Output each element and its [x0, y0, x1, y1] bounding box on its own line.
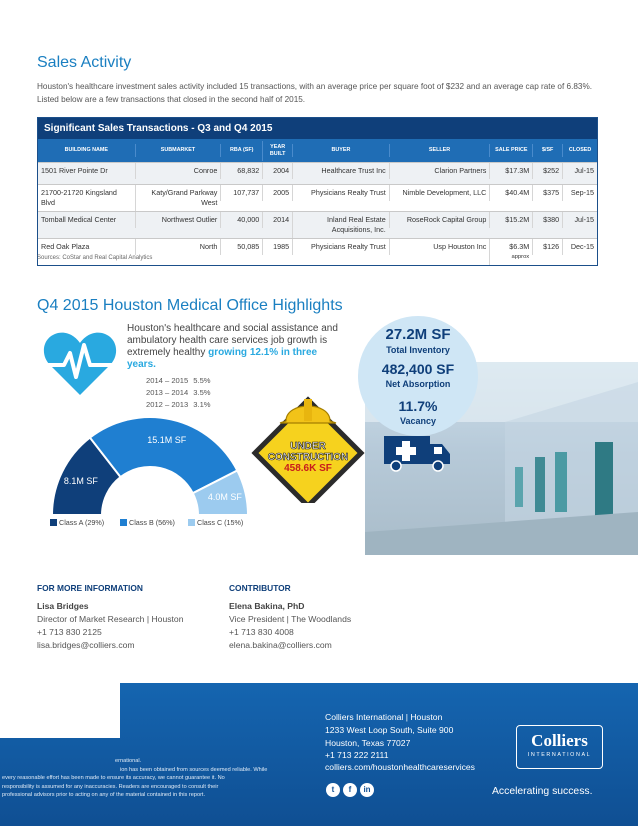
vacancy-label: Vacancy: [399, 416, 437, 426]
contributor-name: Elena Bakina, PhD: [229, 601, 305, 611]
table-row: [38, 184, 597, 211]
cell-building: Red Oak Plaza: [41, 242, 90, 251]
disclaimer-line: ernational.: [115, 758, 142, 764]
cell-price: [489, 185, 532, 201]
col-submarket: SUBMARKET: [135, 144, 221, 157]
cell-seller: Usp Houston Inc: [389, 239, 490, 255]
construction-line1: UNDER: [290, 441, 326, 452]
contributor-heading: CONTRIBUTOR: [229, 583, 291, 593]
cell-submarket: North: [135, 239, 221, 255]
table-header-row: [38, 139, 597, 162]
legend-item-class-c: [188, 518, 243, 527]
tagline: Accelerating success.: [492, 786, 593, 797]
under-construction-sign: [248, 383, 368, 503]
ambulance-icon: [382, 430, 452, 472]
legend-label: Class A (29%): [59, 518, 105, 527]
cell-price-value: $6.3M: [509, 242, 530, 251]
col-year-built: YEAR BUILT: [262, 141, 292, 161]
contributor-phone[interactable]: +1 713 830 4008: [229, 627, 294, 637]
disclaimer-line: responsibility is assumed for any inaccuracies. Readers are encouraged to consult their: [2, 783, 219, 790]
more-info-email[interactable]: lisa.bridges@colliers.com: [37, 640, 135, 650]
cell-price: [489, 163, 532, 179]
cell-year: 2014: [262, 212, 292, 228]
cell-building: 21700-21720 Kingsland Blvd: [41, 188, 117, 207]
cell-rba: 40,000: [220, 212, 262, 228]
sales-activity-title: Sales Activity: [37, 54, 132, 71]
legend-label: Class B (56%): [129, 518, 175, 527]
cell-buyer: Healthcare Trust Inc: [292, 163, 389, 179]
col-buyer: BUYER: [292, 144, 389, 157]
donut-label-class-b: 15.1M SF: [147, 434, 187, 445]
footer-office: Colliers International | Houston: [325, 712, 443, 722]
cell-closed: Jul-15: [562, 212, 597, 228]
table-row: [38, 162, 597, 184]
cell-price-value: $15.2M: [505, 215, 530, 224]
cell-year: 2005: [262, 185, 292, 201]
growth-value: 5.5%: [193, 376, 211, 385]
more-info-phone[interactable]: +1 713 830 2125: [37, 627, 102, 637]
col-price-per-sf: $/SF: [532, 144, 562, 157]
growth-period: 2014 – 2015: [146, 376, 189, 385]
cell-rba: 68,832: [220, 163, 262, 179]
growth-period: 2012 – 2013: [146, 400, 189, 409]
cell-seller: RoseRock Capital Group: [389, 212, 490, 228]
legend-item-class-b: [120, 518, 175, 527]
table-row: [38, 211, 597, 238]
cell-psf: $126: [532, 239, 562, 255]
cell-rba: 50,085: [220, 239, 262, 255]
construction-line2: CONSTRUCTION: [267, 452, 349, 463]
cell-buyer: Inland Real Estate Acquisitions, Inc.: [292, 212, 389, 238]
cell-seller: Clarion Partners: [389, 163, 490, 179]
footer-website[interactable]: colliers.com/houstonhealthcareservices: [325, 762, 475, 772]
legend-swatch: [188, 519, 195, 526]
cell-building: Tomball Medical Center: [41, 215, 117, 224]
col-seller: SELLER: [389, 144, 490, 157]
table-body: [38, 162, 597, 265]
col-closed: CLOSED: [562, 144, 597, 157]
logo-name: Colliers: [531, 731, 588, 750]
cell-submarket: Northwest Outlier: [135, 212, 221, 228]
cell-rba: 107,737: [220, 185, 262, 201]
footer-disclaimer: [0, 757, 300, 800]
growth-line: [146, 376, 211, 385]
footer-phone[interactable]: +1 713 222 2111: [325, 750, 389, 760]
construction-value: 458.6K SF: [284, 463, 332, 474]
more-info-heading: FOR MORE INFORMATION: [37, 583, 143, 593]
cell-price-value: $40.4M: [505, 188, 530, 197]
cell-psf: $380: [532, 212, 562, 228]
legend-item-class-a: [50, 518, 104, 527]
cell-year: 2004: [262, 163, 292, 179]
cell-price-value: $17.3M: [505, 166, 530, 175]
table-title: Significant Sales Transactions - Q3 and Q4 2015: [38, 118, 597, 139]
highlights-title: Q4 2015 Houston Medical Office Highlights: [37, 297, 343, 314]
cell-psf: $252: [532, 163, 562, 179]
cell-submarket: Katy/Grand Parkway West: [135, 185, 221, 211]
footer-address1: 1233 West Loop South, Suite 900: [325, 725, 454, 735]
legend-label: Class C (15%): [197, 518, 244, 527]
cell-psf: $375: [532, 185, 562, 201]
vacancy-value: 11.7%: [398, 398, 438, 414]
cell-year: 1985: [262, 239, 292, 255]
cell-buyer: Physicians Realty Trust: [292, 185, 389, 201]
col-sale-price: SALE PRICE: [489, 144, 532, 157]
disclaimer-line: every reasonable effort has been made to ensure its accuracy, we cannot guarantee it. No: [2, 775, 225, 782]
contributor-title: Vice President | The Woodlands: [229, 614, 352, 624]
donut-label-class-a: 8.1M SF: [63, 476, 98, 487]
total-inventory-label: Total Inventory: [386, 345, 450, 355]
total-inventory-value: 27.2M SF: [385, 326, 451, 343]
cell-buyer: Physicians Realty Trust: [292, 239, 389, 255]
more-info-title: Director of Market Research | Houston: [37, 614, 184, 624]
col-rba: RBA (SF): [220, 144, 262, 157]
cell-price-note: approx: [511, 254, 530, 260]
col-building-name: BUILDING NAME: [64, 147, 109, 153]
cell-closed: Sep-15: [562, 185, 597, 201]
cell-submarket: Conroe: [135, 163, 221, 179]
job-growth-text: [127, 323, 342, 371]
linkedin-icon[interactable]: in: [360, 783, 374, 797]
legend-swatch: [120, 519, 127, 526]
sales-transactions-table: [37, 117, 598, 266]
twitter-icon[interactable]: t: [326, 783, 340, 797]
logo-sub: INTERNATIONAL: [527, 752, 592, 758]
colliers-logo: [516, 725, 603, 769]
growth-line: [146, 388, 211, 397]
sales-intro-paragraph: Houston's healthcare investment sales activity included 15 transactions, with an average price per square foot of $232 and an average cap rate of 6.83%. Listed below are a few transactions that closed in the second half of 2015.: [37, 82, 593, 104]
cell-closed: Dec-15: [562, 239, 597, 255]
cell-building: 1501 River Pointe Dr: [41, 166, 108, 175]
donut-label-class-c: 4.0M SF: [207, 492, 242, 503]
cell-closed: Jul-15: [562, 163, 597, 179]
cell-price: [489, 239, 532, 265]
footer-address2: Houston, Texas 77027: [325, 738, 411, 748]
disclaimer-line: ion has been obtained from sources deemed reliable. While: [120, 766, 268, 773]
growth-period: 2013 – 2014: [146, 388, 189, 397]
facebook-icon[interactable]: f: [343, 783, 357, 797]
market-stats-circle: [358, 316, 478, 436]
footer-white-block: [0, 683, 120, 738]
table-sources-note: Sources: CoStar and Real Capital Analytics: [37, 255, 153, 261]
cell-seller: Nimble Development, LLC: [389, 185, 490, 201]
heart-pulse-icon: [40, 323, 120, 403]
job-growth-text-body: Houston's healthcare and social assistance and ambulatory health care services job growth is extremely healthy: [127, 323, 338, 358]
inventory-class-chart: [50, 410, 250, 515]
contributor-email[interactable]: elena.bakina@colliers.com: [229, 640, 332, 650]
disclaimer-line: professional advisors prior to acting on any of the material contained in this report.: [2, 792, 206, 799]
cell-price: [489, 212, 532, 228]
job-growth-emphasis: growing 12.1% in three years.: [127, 347, 318, 370]
growth-line: [146, 400, 211, 409]
net-absorption-label: Net Absorption: [385, 379, 451, 389]
growth-value: 3.5%: [193, 388, 211, 397]
legend-swatch: [50, 519, 57, 526]
growth-value: 3.1%: [193, 400, 211, 409]
net-absorption-value: 482,400 SF: [381, 361, 455, 377]
more-info-name: Lisa Bridges: [37, 601, 89, 611]
